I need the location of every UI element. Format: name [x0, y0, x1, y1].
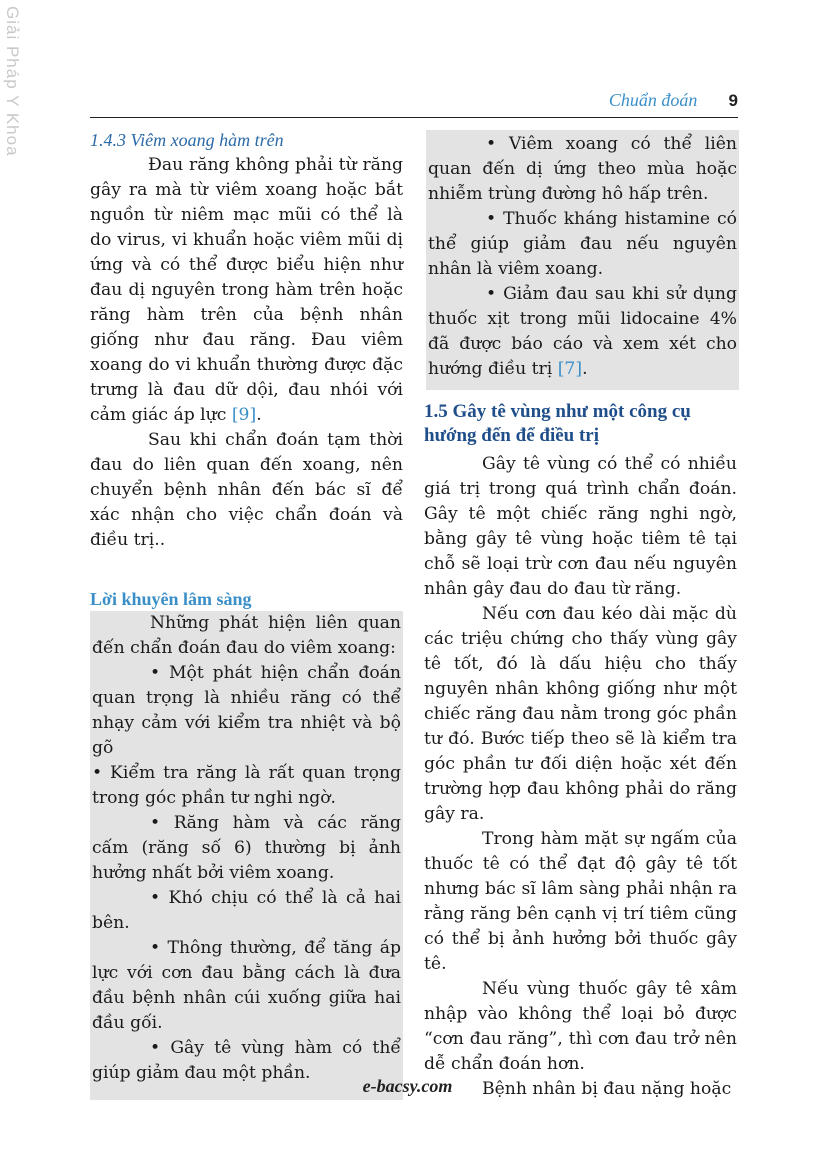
page-number: 9 — [728, 91, 738, 110]
clinical-tips-intro: Những phát hiện liên quan đến chẩn đoán đau do viêm xoang: — [92, 613, 401, 658]
punctuation: . — [256, 405, 262, 425]
list-item: • Thuốc kháng histamine có thể giúp giảm đau nếu nguyên nhân là viêm xoang. — [428, 209, 737, 279]
list-item: • Gây tê vùng hàm có thể giúp giảm đau một phần. — [92, 1038, 401, 1083]
list-item — [428, 282, 737, 382]
clinical-tips-box-continued — [426, 130, 739, 390]
side-watermark: Giải Pháp Y Khoa — [3, 6, 22, 157]
paragraph-text: Đau răng không phải từ răng gây ra mà từ viêm xoang hoặc bắt nguồn từ niêm mạc mũi có thể là do virus, vi khuẩn hoặc viêm mũi dị ứng và có thể được biểu hiện như đau dị nguyên trong hàm trên hoặc răng hàm trên của bệnh nhân giống như đau răng. Đau viêm xoang do vi khuẩn thường được đặc trưng là đau dữ dội, đau nhói với cảm giác áp lực — [90, 155, 403, 425]
citation-link[interactable]: [9] — [231, 405, 257, 425]
paragraph: Nếu vùng thuốc gây tê xâm nhập vào không thể loại bỏ được “cơn đau răng”, thì cơn đau trở nên dễ chẩn đoán hơn. — [424, 979, 737, 1074]
section-title-1-5: 1.5 Gây tê vùng như một công cụ hướng đến để điều trị — [424, 401, 691, 446]
list-item: • Thông thường, để tăng áp lực với cơn đau bằng cách là đưa đầu bệnh nhân cúi xuống giữa hai đầu gối. — [92, 938, 401, 1033]
right-column — [424, 130, 737, 1102]
paragraph: Sau khi chẩn đoán tạm thời đau do liên quan đến xoang, nên chuyển bệnh nhân đến bác sĩ để xác nhận cho việc chẩn đoán và điều trị.. — [90, 430, 403, 550]
list-item: • Răng hàm và các răng cấm (răng số 6) thường bị ảnh hưởng nhất bởi viêm xoang. — [92, 813, 401, 883]
list-item-text: • Giảm đau sau khi sử dụng thuốc xịt trong mũi lidocaine 4% đã được báo cáo và xem xét cho hướng điều trị — [428, 284, 737, 379]
left-column — [90, 128, 403, 1100]
footer-site: e-bacsy.com — [362, 1076, 453, 1096]
clinical-tips-title: Lời khuyên lâm sàng — [90, 587, 403, 611]
paragraph: Trong hàm mặt sự ngấm của thuốc tê có thể đạt độ gây tê tốt nhưng bác sĩ lâm sàng phải nhận ra rằng răng bên cạnh vị trí tiêm cũng có thể bị ảnh hưởng bởi thuốc gây tê. — [424, 829, 737, 974]
list-item: • Một phát hiện chẩn đoán quan trọng là nhiều răng có thể nhạy cảm với kiểm tra nhiệt và bộ gõ — [92, 663, 401, 758]
list-item: • Kiểm tra răng là rất quan trọng trong góc phần tư nghi ngờ. — [92, 763, 401, 808]
paragraph: Bệnh nhân bị đau nặng hoặc — [482, 1079, 732, 1099]
paragraph — [90, 153, 403, 428]
paragraph: Nếu cơn đau kéo dài mặc dù các triệu chứng cho thấy vùng gây tê tốt, đó là dấu hiệu cho thấy nguyên nhân không giống như một chiếc răng đau nằm trong góc phần tư đó. Bước tiếp theo sẽ là kiểm tra góc phần tư đối diện hoặc xét đến trường hợp đau không phải do răng gây ra. — [424, 604, 737, 824]
chapter-title: Chuẩn đoán — [608, 90, 698, 110]
citation-link[interactable]: [7] — [557, 359, 583, 379]
clinical-tips-box — [90, 587, 403, 1100]
list-item: • Khó chịu có thể là cả hai bên. — [92, 888, 401, 933]
punctuation: . — [582, 359, 588, 379]
running-header — [90, 90, 738, 118]
list-item: • Viêm xoang có thể liên quan đến dị ứng theo mùa hoặc nhiễm trùng đường hô hấp trên. — [428, 134, 737, 204]
section-title-1-4-3: 1.4.3 Viêm xoang hàm trên — [90, 130, 284, 150]
paragraph: Gây tê vùng có thể có nhiều giá trị trong quá trình chẩn đoán. Gây tê một chiếc răng nghi ngờ, bằng gây tê vùng hoặc tiêm tê tại chỗ sẽ loại trừ cơn đau nếu nguyên nhân gây đau do đau từ răng. — [424, 454, 737, 599]
